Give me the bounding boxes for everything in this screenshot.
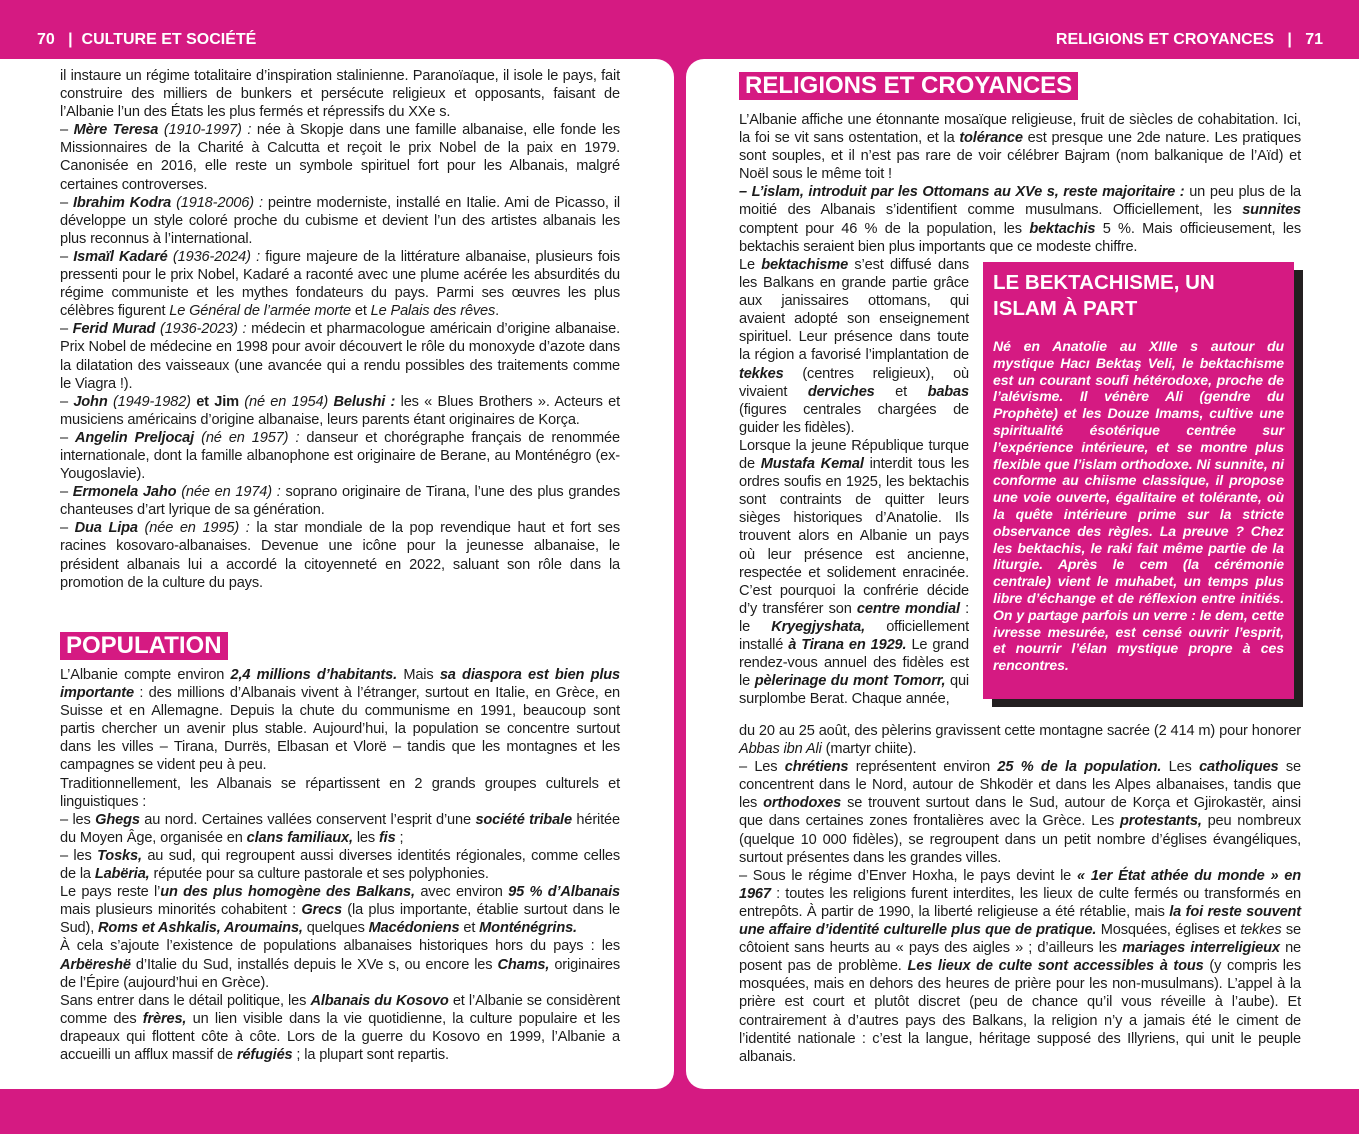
person-entry: – Dua Lipa (née en 1995) : la star mondiale de la pop revendique haut et fort ses racines kosovaro-albanaises. Devenue une icône pour la jeunesse albanaise, le président albanais lui a accordé la citoyenneté en 2022, saluant son rôle dans la promotion de la culture du pays.: [60, 520, 620, 591]
person-entry: – Ismaïl Kadaré (1936-2024) : figure majeure de la littérature albanaise, plusieurs fois pressenti pour le prix Nobel, Kadaré a raconté avec une plume acérée les absurdités du régime communiste et les mythes fondateurs du pays. Parmi ses œuvres les plus célèbres figurent Le Général de l’armée morte et Le Palais des rêves.: [60, 248, 620, 320]
population-paragraph: Sans entrer dans le détail politique, les Albanais du Kosovo et l’Albanie se considèrent comme des frères, un lien visible dans la vie quotidienne, la culture populaire et les drapeaux qui flottent côte à côte. Lors de la guerre du Kosovo en 1999, l’Albanie a accueilli un afflux massif de réfugiés ; la plupart sont repartis.: [60, 992, 621, 1063]
population-paragraph: – les Ghegs au nord. Certaines vallées conservent l’esprit d’une société tribale héritée du Moyen Âge, organisée en clans familiaux, les fis ;: [60, 811, 620, 846]
sidebar-box-title: LE BEKTACHISME, UN ISLAM À PART: [993, 271, 1215, 320]
population-paragraph: L’Albanie compte environ 2,4 millions d’habitants. Mais sa diaspora est bien plus importante : des millions d’Albanais vivent à l’étranger, surtout en Italie, en Grèce, en Suisse et en Allemagne. Depuis la chute du communisme en 1991, beaucoup sont partis chercher un avenir plus stable. Aujourd’hui, la population se concentre surtout dans les villes – Tirana, Durrës, Elbasan et Vlorë – tandis que les montagnes et les campagnes se vident peu à peu.: [60, 667, 621, 774]
left-column-text: [60, 67, 620, 592]
religions-intro-text: [739, 111, 1301, 256]
person-entry: – Mère Teresa (1910-1997) : née à Skopje dans une famille albanaise, elle fonde les Missionnaires de la Charité à Calcutta et reçoit le prix Nobel de la paix en 1979. Canonisée en 2016, elle reste un symbole spirituel fort pour les Albanais, malgré certaines controverses.: [60, 122, 621, 193]
person-entry: – Ferid Murad (1936-2023) : médecin et pharmacologue américain d’origine albanaise. Prix Nobel de médecine en 1998 pour avoir découvert le rôle du monoxyde d’azote dans la dilatation des vaisseaux (une avancée qui a rendu possibles des traitements comme le Viagra !).: [60, 321, 620, 392]
religions-paragraph: L’Albanie affiche une étonnante mosaïque religieuse, fruit de siècles de cohabitation. Ici, la foi se vit sans ostentation, et la tolérance est presque une 2de nature. Les pratiques sont souples, et il n’est pas rare de voir célébrer Bajram (nom balkanique de l’Aïd) et Noël sous le même toit !: [739, 112, 1301, 183]
religions-paragraph: du 20 au 25 août, des pèlerins gravissent cette montagne sacrée (2 414 m) pour honorer Abbas ibn Ali (martyr chiite).: [739, 723, 1301, 758]
left-header: 70 | CULTURE ET SOCIÉTÉ: [37, 31, 257, 48]
religions-paragraph: Lorsque la jeune République turque de Mustafa Kemal interdit tous les ordres soufis en 1925, les bektachis sont contraints de quitter leurs sièges historiques d’Anatolie. Ils trouvent alors en Albanie un pays où leur présence est ancienne, respectée et solidement enracinée. C’est pourquoi la confrérie décide d’y transférer son centre mondial : le Kryegjyshata, officiellement installé à Tirana en 1929. Le grand rendez-vous annuel des fidèles est le pèlerinage du mont Tomorr, qui surplombe Berat. Chaque année,: [739, 437, 970, 708]
bektachisme-sidebar-box: [983, 262, 1294, 699]
page-header: [0, 0, 1359, 60]
population-paragraph: – les Tosks, au sud, qui regroupent aussi diverses identités régionales, comme celles de la Labëria, réputée pour sa culture pastorale et ses polyphonies.: [60, 847, 621, 883]
religions-heading: RELIGIONS ET CROYANCES: [739, 72, 1078, 100]
right-header: RELIGIONS ET CROYANCES | 71: [1055, 31, 1323, 48]
person-entry: – John (1949-1982) et Jim (né en 1954) Belushi : les « Blues Brothers ». Acteurs et musiciens américains d’origine albanaise, leurs parents étant originaires de Korça.: [60, 393, 620, 428]
religions-paragraph: – Sous le régime d’Enver Hoxha, le pays devint le « 1er État athée du monde » en 1967 : toutes les religions furent interdites, les lieux de culte fermés ou transformés en entrepôts. À partir de 1990, la liberté religieuse a été rétablie, mais la foi reste souvent une affaire d’identité culturelle plus que de pratique. Mosquées, églises et tekkes se côtoient sans heurts au « pays des aigles » ; d’ailleurs les mariages interreligieux ne posent pas de problème. Les lieux de culte sont accessibles à tous (y compris les mosquées, mais en dehors des heures de prière pour les non-musulmans). L’appel à la prière est court et plutôt discret (peu de chance qu’il vous réveille à l’aube). Et contrairement à d’autres pays des Balkans, la religion n’y a jamais été le ciment de l’identité nationale : c’est la langue, héritage supposé des Illyriens, qui unit le peuple albanais.: [739, 867, 1302, 1065]
religions-paragraph: – L’islam, introduit par les Ottomans au XVe s, reste majoritaire : un peu plus de la moitié des Albanais s’identifient comme musulmans. Officiellement, les sunnites comptent pour 46 % de la population, les bektachis 5 %. Mais officieusement, les bektachis seraient bien plus importants que ce modeste chiffre.: [739, 184, 1302, 255]
person-entry: – Ermonela Jaho (née en 1974) : soprano originaire de Tirana, l’une des plus grandes chanteuses d’art lyrique de sa génération.: [60, 484, 621, 519]
intro-paragraph: il instaure un régime totalitaire d’inspiration stalinienne. Paranoïaque, il isole le pays, fait construire des milliers de bunkers et persécute religieux et opposants, faisant de l’Albanie l’un des États les plus fermés et répressifs du XXe s.: [60, 68, 620, 121]
population-paragraph: À cela s’ajoute l’existence de populations albanaises historiques hors du pays : les Arbëreshë d’Italie du Sud, installés depuis le XVe s, ou encore les Chams, originaires de l’Épire (aujourd’hui en Grèce).: [60, 938, 621, 991]
religions-paragraph: Le bektachisme s’est diffusé dans les Balkans en grande partie grâce aux janissaires ottomans, qui avaient adopté son enseignement spirituel. Leur présence dans toute la région a favorisé l’implantation de tekkes (centres religieux), où vivaient derviches et babas (figures centrales chargées de guider les fidèles).: [739, 257, 970, 436]
right-section-title: RELIGIONS ET CROYANCES: [1055, 31, 1275, 48]
religions-paragraph: – Les chrétiens représentent environ 25 % de la population. Les catholiques se concentrent dans le Nord, autour de Shkodër et dans les Alpes albanaises, tandis que les orthodoxes se trouvent surtout dans le Sud, autour de Korça et Gjirokastër, ainsi que dans certaines zones frontalières avec la Grèce. Les protestants, peu nombreux (quelque 10 000 fidèles), se regroupent dans un petit nombre d’églises évangéliques, surtout présentes dans les grandes villes.: [739, 759, 1302, 866]
population-text: [60, 666, 620, 1064]
population-paragraph: Le pays reste l’un des plus homogène des Balkans, avec environ 95 % d’Albanais mais plusieurs minorités cohabitent : Grecs (la plus importante, établie surtout dans le Sud), Roms et Ashkalis, Aroumains, quelques Macédoniens et Monténégrins.: [60, 884, 621, 937]
right-page-tab: [1341, 327, 1359, 393]
left-section-title: CULTURE ET SOCIÉTÉ: [81, 31, 257, 48]
left-page-number: 70: [37, 31, 55, 48]
person-entry: – Angelin Preljocaj (né en 1957) : danseur et chorégraphe français de renommée internationale, dont la famille albanophone est originaire de Berane, au Monténégro (ex-Yougoslavie).: [60, 429, 620, 483]
bektachisme-narrow-text: [739, 256, 969, 708]
right-page-number: 71: [1305, 31, 1323, 48]
left-page-tab: [0, 327, 18, 393]
sidebar-box-text: Né en Anatolie au XIIIe s autour du mystique Hacı Bektaş Veli, le bektachisme est un courant soufi hétérodoxe, proche de l’alévisme. Il vénère Ali (gendre du Prophète) et les Douze Imams, cultive une spiritualité ésotérique centrée sur l’expérience intérieure, et se montre plus flexible que l’islam orthodoxe. Ni sunnite, ni conforme au chiisme classique, il propose une voie ouverte, égalitaire et tolérante, où la quête intérieure prime sur la stricte observance des règles. La preuve ? Chez les bektachis, le raki fait même partie de la liturgie. Après le cem (la cérémonie centrale) vient le muhabet, un temps plus libre d’échange et de réflexion entre initiés. On y partage parfois un verre : le dem, cette ivresse mesurée, est censé ouvrir l’esprit, et nourrir l’élan mystique propre à ces rencontres.: [993, 338, 1284, 674]
population-paragraph: Traditionnellement, les Albanais se répartissent en 2 grands groupes culturels et linguistiques :: [60, 775, 620, 810]
person-entry: – Ibrahim Kodra (1918-2006) : peintre moderniste, installé en Italie. Ami de Picasso, il développe un style coloré proche du cubisme et devient l’un des artistes albanais les plus reconnus à l’international.: [60, 194, 621, 247]
religions-tail-text: [739, 722, 1301, 1066]
population-heading: POPULATION: [60, 632, 228, 660]
